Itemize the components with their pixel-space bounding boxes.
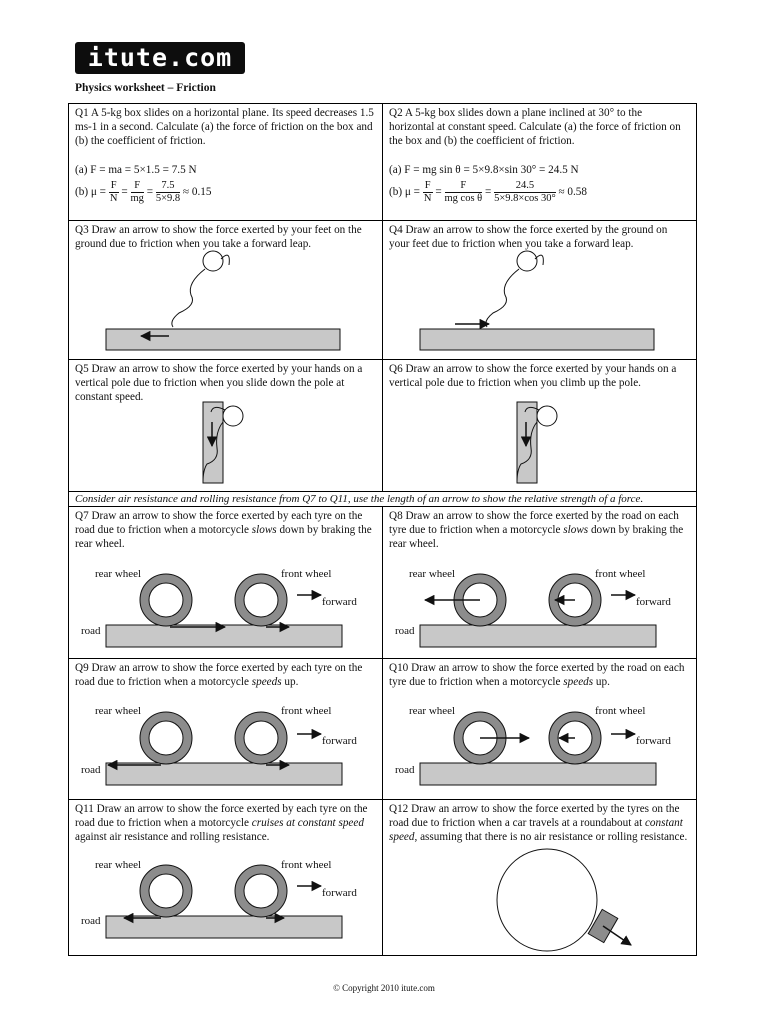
roundabout (497, 849, 597, 951)
q5-diagram (69, 360, 383, 492)
q1-cell (69, 104, 383, 221)
q3-diagram (69, 221, 383, 360)
q4-diagram (383, 221, 696, 360)
forward-label: forward (322, 735, 357, 747)
person-head (537, 406, 557, 426)
road (106, 916, 342, 938)
person-head (517, 251, 537, 271)
q10-text: Q10 Draw an arrow to show the force exerted by the road on each tyre due to friction when a motorcycle speeds up. (389, 662, 685, 689)
q7-cell (69, 507, 383, 659)
front-wheel-label: front wheel (595, 705, 646, 717)
q4-cell (383, 221, 696, 360)
front-wheel-label: front wheel (595, 568, 646, 580)
road-label: road (81, 764, 101, 776)
q2-cell (383, 104, 696, 221)
q5-cell (69, 360, 383, 492)
q2-answer-b: (b) μ = $\frac{F}{N}$ = $\frac{F}{\text{mg cos θ}}$ = $\frac{24.5}{5\times 9.8\times\cos 30^\circ}$ ≈ 0.58 (389, 180, 587, 204)
q3-cell (69, 221, 383, 360)
q2-text: Q2 A 5-kg box slides down a plane inclined at 30° to the horizontal at constant speed. Calculate (a) the force of friction on the box and (b) the coefficient of friction. (389, 107, 681, 148)
copyright-footer: © Copyright 2010 itute.com (333, 983, 435, 993)
q11-text: Q11 Draw an arrow to show the force exerted by each tyre on the road due to friction when a motorcycle cruises at constant speed against air resistance and rolling resistance. (75, 803, 368, 844)
person-head (203, 251, 223, 271)
worksheet-table (68, 103, 697, 956)
vertical-pole (203, 402, 223, 483)
q12-cell (383, 800, 696, 955)
q6-diagram (383, 360, 696, 492)
q7-text: Q7 Draw an arrow to show the force exerted by each tyre on the road due to friction when a motorcycle slows down by braking the rear wheel. (75, 510, 372, 551)
person-body (486, 269, 519, 327)
forward-label: forward (322, 596, 357, 608)
ground (106, 329, 340, 350)
q1-answer-b: (b) μ = $\frac{F}{N}$ = $\frac{F}{mg}$ = $\frac{7.5}{5\times 9.8}$ ≈ 0.15 (75, 180, 212, 204)
q11-diagram (69, 800, 383, 955)
front-tyre-hub (244, 874, 278, 908)
q12-text: Q12 Draw an arrow to show the force exerted by the tyres on the road due to friction when a car travels at a roundabout at constant speed, assuming that there is no air resistance or rolling resistance. (389, 803, 688, 844)
road-label: road (395, 625, 415, 637)
forward-label: forward (636, 735, 671, 747)
q9-diagram (69, 659, 383, 800)
q10-cell (383, 659, 696, 800)
road-label: road (81, 625, 101, 637)
q12-diagram (383, 800, 696, 955)
q6-cell (383, 360, 696, 492)
road-label: road (395, 764, 415, 776)
rear-tyre-hub (149, 721, 183, 755)
rear-tyre-hub (149, 583, 183, 617)
road (420, 763, 656, 785)
q5-text: Q5 Draw an arrow to show the force exerted by your hands on a vertical pole due to friction when you slide down the pole at constant speed. (75, 363, 363, 404)
q8-text: Q8 Draw an arrow to show the force exerted by the road on each tyre due to friction when a motorcycle slows down by braking the rear wheel. (389, 510, 684, 551)
q10-diagram (383, 659, 696, 800)
q7-diagram (69, 507, 383, 659)
instruction-note: Consider air resistance and rolling resistance from Q7 to Q11, use the length of an arrow to show the relative strength of a force. (69, 492, 696, 507)
rear-wheel-label: rear wheel (409, 705, 456, 717)
front-tyre-hub (244, 721, 278, 755)
person-head (223, 406, 243, 426)
person-body (172, 269, 205, 327)
road (106, 763, 342, 785)
road-label: road (81, 915, 101, 927)
q2-answer-a: (a) F = mg sin θ = 5×9.8×sin 30° = 24.5 N (389, 164, 579, 176)
rear-wheel-label: rear wheel (95, 568, 142, 580)
q11-cell (69, 800, 383, 955)
q4-text: Q4 Draw an arrow to show the force exerted by the ground on your feet due to friction when you take a forward leap. (389, 224, 668, 251)
forward-label: forward (636, 596, 671, 608)
road (106, 625, 342, 647)
q6-text: Q6 Draw an arrow to show the force exerted by your hands on a vertical pole due to friction when you climb up the pole. (389, 363, 677, 390)
q9-cell (69, 659, 383, 800)
road (420, 625, 656, 647)
q1-text: Q1 A 5-kg box slides on a horizontal plane. Its speed decreases 1.5 ms-1 in a second. Calculate (a) the force of friction on the box and (b) the coefficient of friction. (75, 107, 374, 148)
rear-wheel-label: rear wheel (95, 705, 142, 717)
q8-cell (383, 507, 696, 659)
rear-tyre-hub (149, 874, 183, 908)
ground (420, 329, 654, 350)
front-wheel-label: front wheel (281, 705, 332, 717)
vertical-pole (517, 402, 537, 483)
q1-answer-a: (a) F = ma = 5×1.5 = 7.5 N (75, 164, 197, 176)
q3-text: Q3 Draw an arrow to show the force exerted by your feet on the ground due to friction when you take a forward leap. (75, 224, 362, 251)
page-title: Physics worksheet – Friction (75, 82, 216, 94)
front-tyre-hub (244, 583, 278, 617)
front-wheel-label: front wheel (281, 568, 332, 580)
forward-label: forward (322, 887, 357, 899)
rear-wheel-label: rear wheel (95, 859, 142, 871)
logo: itute.com (75, 42, 245, 74)
front-wheel-label: front wheel (281, 859, 332, 871)
q9-text: Q9 Draw an arrow to show the force exerted by each tyre on the road due to friction when a motorcycle speeds up. (75, 662, 363, 689)
rear-wheel-label: rear wheel (409, 568, 456, 580)
q8-diagram (383, 507, 696, 659)
